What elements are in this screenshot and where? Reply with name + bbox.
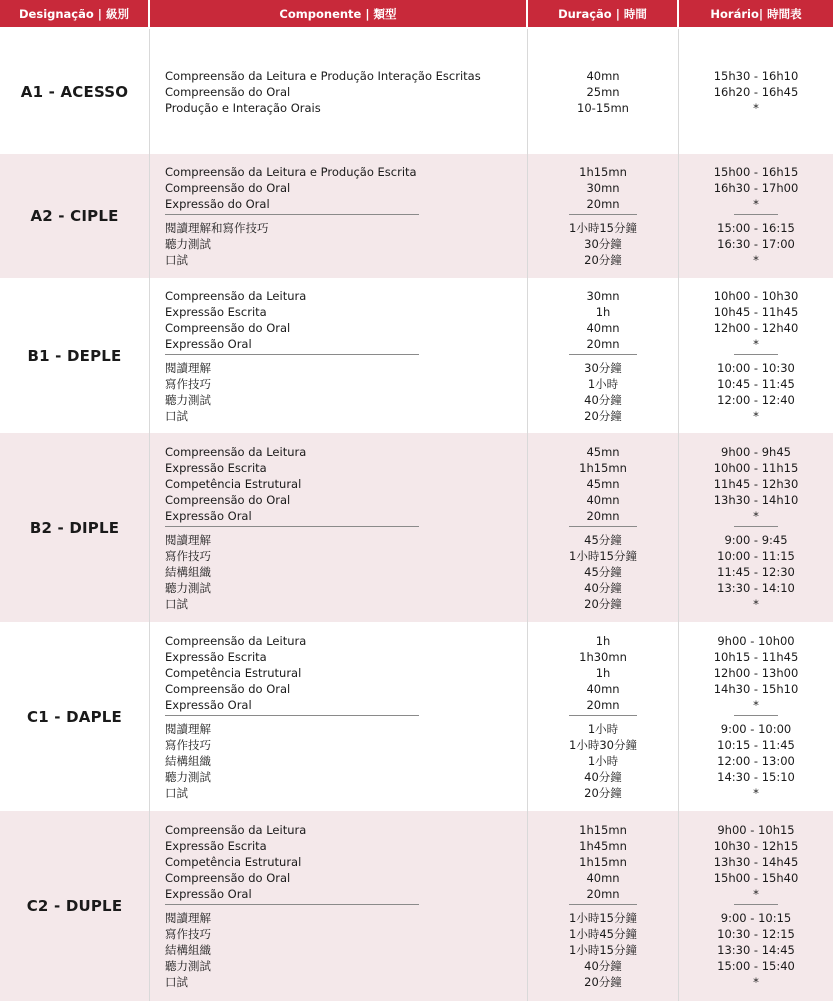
duration-zh: 45分鐘: [584, 564, 622, 579]
schedule-pt: 10h30 - 12h15: [713, 839, 799, 853]
schedule-pt: *: [753, 887, 759, 901]
section-divider: [734, 214, 778, 215]
duration-pt: 40mn: [586, 68, 620, 83]
duration-pt: 1h15mn: [579, 823, 627, 837]
component-pt: Compreensão da Leitura: [165, 288, 307, 303]
schedule-pt: 15h00 - 15h40: [713, 871, 799, 885]
component-cell: [150, 154, 528, 278]
component-zh: 結構組織: [165, 753, 211, 768]
schedule-pt: 9h00 - 10h00: [717, 633, 795, 648]
component-cell: [150, 278, 528, 433]
duration-pt: 45mn: [586, 444, 620, 459]
duration-cell: [528, 29, 679, 154]
schedule-pt: *: [753, 697, 759, 712]
schedule-pt: *: [753, 100, 759, 115]
schedule-zh: 12:00 - 13:00: [717, 753, 795, 768]
schedule-zh: *: [753, 408, 759, 423]
schedule-pt: 13h30 - 14h45: [713, 855, 799, 869]
component-zh: 口試: [165, 975, 188, 989]
schedule-zh: 10:30 - 12:15: [717, 927, 795, 941]
duration-pt: 1h15mn: [579, 855, 627, 869]
level-cell: C1 - DAPLE: [0, 622, 150, 811]
table-row: [0, 433, 833, 622]
component-pt: Compreensão do Oral: [165, 681, 291, 696]
component-pt: Expressão Escrita: [165, 839, 267, 853]
schedule-zh: 12:00 - 12:40: [717, 392, 795, 407]
section-divider: [734, 904, 778, 905]
component-pt: Competência Estrutural: [165, 665, 302, 680]
component-zh: 口試: [165, 253, 188, 267]
duration-zh: 45分鐘: [584, 532, 622, 547]
duration-pt: 40mn: [586, 871, 620, 885]
duration-zh: 20分鐘: [584, 785, 622, 800]
schedule-pt: 10h15 - 11h45: [713, 649, 799, 664]
component-pt: Compreensão do Oral: [165, 871, 291, 885]
section-divider: [165, 526, 419, 527]
component-zh: 閱讀理解和寫作技巧: [165, 221, 269, 235]
component-pt: Compreensão da Leitura e Produção Escrita: [165, 165, 417, 179]
schedule-zh: 10:00 - 11:15: [717, 548, 795, 563]
duration-pt: 25mn: [586, 84, 620, 99]
duration-zh: 40分鐘: [584, 959, 622, 973]
component-zh: 寫作技巧: [165, 548, 211, 563]
schedule-cell: [679, 622, 833, 811]
schedule-pt: 12h00 - 13h00: [713, 665, 799, 680]
duration-zh: 20分鐘: [584, 975, 622, 989]
schedule-zh: 9:00 - 9:45: [724, 532, 788, 547]
schedule-zh: 15:00 - 16:15: [717, 221, 795, 235]
schedule-pt: 9h00 - 10h15: [717, 823, 795, 837]
duration-zh: 40分鐘: [584, 580, 622, 595]
duration-pt: 45mn: [586, 476, 620, 491]
section-divider: [165, 904, 419, 905]
schedule-pt: 15h00 - 16h15: [713, 165, 799, 179]
schedule-pt: 14h30 - 15h10: [713, 681, 799, 696]
schedule-pt: 9h00 - 9h45: [721, 444, 791, 459]
section-divider: [734, 715, 778, 716]
component-pt: Expressão Oral: [165, 508, 252, 523]
level-cell: B2 - DIPLE: [0, 433, 150, 622]
level-cell: A1 - ACESSO: [0, 29, 150, 154]
schedule-cell: [679, 811, 833, 1001]
table-row: [0, 29, 833, 154]
component-pt: Compreensão do Oral: [165, 181, 291, 195]
section-divider: [165, 214, 419, 215]
duration-pt: 40mn: [586, 681, 620, 696]
component-zh: 聽力測試: [165, 769, 211, 784]
component-cell: [150, 29, 528, 154]
schedule-zh: 13:30 - 14:10: [717, 580, 795, 595]
component-cell: [150, 622, 528, 811]
schedule-zh: *: [753, 785, 759, 800]
schedule-pt: 15h30 - 16h10: [713, 68, 799, 83]
component-zh: 口試: [165, 408, 188, 423]
component-pt: Compreensão do Oral: [165, 492, 291, 507]
duration-pt: 40mn: [586, 320, 620, 335]
duration-zh: 40分鐘: [584, 769, 622, 784]
schedule-pt: 13h30 - 14h10: [713, 492, 799, 507]
schedule-pt: 10h45 - 11h45: [713, 304, 799, 319]
schedule-pt: 16h30 - 17h00: [713, 181, 799, 195]
duration-pt: 1h: [595, 665, 611, 680]
schedule-cell: [679, 29, 833, 154]
duration-pt: 1h30mn: [579, 649, 627, 664]
component-zh: 閱讀理解: [165, 721, 211, 736]
component-pt: Compreensão da Leitura: [165, 633, 307, 648]
component-pt: Compreensão da Leitura: [165, 823, 307, 837]
component-cell: [150, 811, 528, 1001]
component-zh: 結構組織: [165, 564, 211, 579]
schedule-zh: *: [753, 253, 759, 267]
duration-zh: 1小時15分鐘: [569, 548, 637, 563]
header-duration: Duração | 時間: [528, 0, 679, 29]
component-pt: Expressão Oral: [165, 887, 252, 901]
header-schedule: Horário| 時間表: [679, 0, 833, 29]
schedule-zh: 10:45 - 11:45: [717, 376, 795, 391]
duration-zh: 40分鐘: [584, 392, 622, 407]
component-zh: 寫作技巧: [165, 376, 211, 391]
schedule-pt: *: [753, 508, 759, 523]
level-cell: C2 - DUPLE: [0, 811, 150, 1001]
duration-zh: 1小時15分鐘: [569, 943, 637, 957]
schedule-zh: 11:45 - 12:30: [717, 564, 795, 579]
level-cell: B1 - DEPLE: [0, 278, 150, 433]
duration-pt: 1h15mn: [579, 460, 627, 475]
section-divider: [569, 214, 637, 215]
duration-zh: 20分鐘: [584, 253, 622, 267]
component-zh: 聽力測試: [165, 580, 211, 595]
header-designation: Designação | 級別: [0, 0, 150, 29]
schedule-zh: 14:30 - 15:10: [717, 769, 795, 784]
component-pt: Compreensão do Oral: [165, 84, 291, 99]
component-cell: [150, 433, 528, 622]
component-pt: Expressão Oral: [165, 336, 252, 351]
duration-zh: 20分鐘: [584, 408, 622, 423]
component-zh: 結構組織: [165, 943, 211, 957]
duration-pt: 20mn: [586, 697, 620, 712]
component-pt: Expressão do Oral: [165, 197, 270, 211]
duration-zh: 1小時: [587, 721, 619, 736]
duration-pt: 1h: [595, 633, 611, 648]
section-divider: [569, 354, 637, 355]
duration-pt: 1h15mn: [579, 165, 627, 179]
schedule-zh: 15:00 - 15:40: [717, 959, 795, 973]
schedule-cell: [679, 278, 833, 433]
section-divider: [734, 526, 778, 527]
component-pt: Expressão Oral: [165, 697, 252, 712]
schedule-zh: 9:00 - 10:15: [720, 911, 792, 925]
level-cell: A2 - CIPLE: [0, 154, 150, 278]
duration-zh: 1小時30分鐘: [569, 737, 637, 752]
section-divider: [569, 715, 637, 716]
table-row: [0, 622, 833, 811]
schedule-cell: [679, 154, 833, 278]
component-zh: 聽力測試: [165, 237, 211, 251]
component-pt: Expressão Escrita: [165, 649, 267, 664]
schedule-pt: 12h00 - 12h40: [713, 320, 799, 335]
duration-pt: 1h: [595, 304, 611, 319]
table-row: [0, 154, 833, 278]
schedule-pt: 10h00 - 11h15: [713, 460, 799, 475]
schedule-zh: 9:00 - 10:00: [720, 721, 792, 736]
component-zh: 閱讀理解: [165, 911, 211, 925]
section-divider: [569, 904, 637, 905]
duration-cell: [528, 154, 679, 278]
component-zh: 寫作技巧: [165, 737, 211, 752]
table-body: [0, 29, 833, 1001]
header-component: Componente | 類型: [150, 0, 528, 29]
component-pt: Expressão Escrita: [165, 460, 267, 475]
component-zh: 聽力測試: [165, 392, 211, 407]
section-divider: [165, 354, 419, 355]
component-pt: Compreensão da Leitura e Produção Interação Escritas: [165, 68, 481, 83]
duration-cell: [528, 433, 679, 622]
duration-cell: [528, 811, 679, 1001]
schedule-cell: [679, 433, 833, 622]
schedule-zh: 13:30 - 14:45: [717, 943, 795, 957]
component-pt: Compreensão do Oral: [165, 320, 291, 335]
duration-pt: 30mn: [586, 288, 620, 303]
schedule-pt: 11h45 - 12h30: [713, 476, 799, 491]
schedule-zh: *: [753, 975, 759, 989]
duration-zh: 30分鐘: [584, 237, 622, 251]
duration-cell: [528, 622, 679, 811]
duration-pt: 20mn: [586, 887, 620, 901]
duration-cell: [528, 278, 679, 433]
section-divider: [165, 715, 419, 716]
component-pt: Expressão Escrita: [165, 304, 267, 319]
table-row: [0, 811, 833, 1001]
duration-zh: 1小時: [587, 753, 619, 768]
duration-pt: 20mn: [586, 197, 620, 211]
schedule-pt: 10h00 - 10h30: [713, 288, 799, 303]
section-divider: [569, 526, 637, 527]
component-zh: 口試: [165, 596, 188, 611]
schedule-pt: *: [753, 336, 759, 351]
component-zh: 聽力測試: [165, 959, 211, 973]
table-row: [0, 278, 833, 433]
schedule-pt: 16h20 - 16h45: [713, 84, 799, 99]
duration-zh: 20分鐘: [584, 596, 622, 611]
duration-zh: 30分鐘: [584, 360, 622, 375]
duration-pt: 20mn: [586, 336, 620, 351]
component-zh: 口試: [165, 785, 188, 800]
duration-pt: 30mn: [586, 181, 620, 195]
header-row: [0, 0, 833, 29]
component-zh: 閱讀理解: [165, 532, 211, 547]
duration-zh: 1小時15分鐘: [569, 911, 637, 925]
component-pt: Compreensão da Leitura: [165, 444, 307, 459]
duration-pt: 20mn: [586, 508, 620, 523]
component-pt: Competência Estrutural: [165, 855, 302, 869]
section-divider: [734, 354, 778, 355]
duration-pt: 1h45mn: [579, 839, 627, 853]
component-zh: 閱讀理解: [165, 360, 211, 375]
duration-zh: 1小時45分鐘: [569, 927, 637, 941]
schedule-zh: 10:15 - 11:45: [717, 737, 795, 752]
schedule-zh: *: [753, 596, 759, 611]
duration-zh: 1小時: [587, 376, 619, 391]
component-zh: 寫作技巧: [165, 927, 211, 941]
schedule-pt: *: [753, 197, 759, 211]
component-pt: Competência Estrutural: [165, 476, 302, 491]
duration-pt: 40mn: [586, 492, 620, 507]
schedule-zh: 16:30 - 17:00: [717, 237, 795, 251]
duration-zh: 1小時15分鐘: [569, 221, 637, 235]
component-pt: Produção e Interação Orais: [165, 100, 321, 115]
duration-pt: 10-15mn: [577, 100, 629, 115]
schedule-zh: 10:00 - 10:30: [717, 360, 795, 375]
